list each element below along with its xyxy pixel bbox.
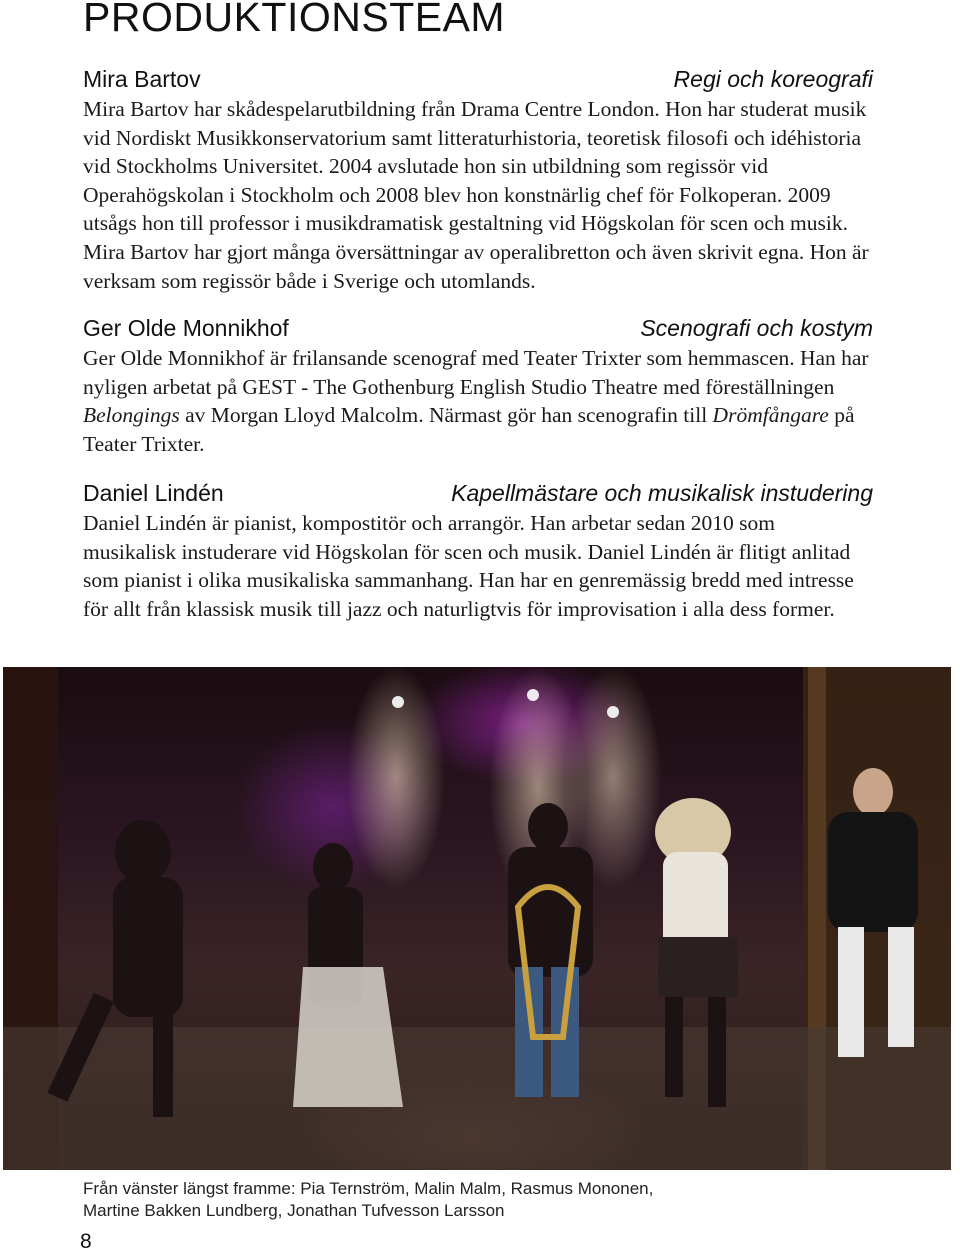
person-bio: Mira Bartov har skådespelarutbildning från Drama Centre London. Hon har studerat musik vid Nordiskt Musikkonservatorium samt litteraturhistoria, teoretisk filosofi och idéhistoria vid Stockholms Universitet. 2004 avslutade hon sin utbildning som regissör vid Operahögskolan i Stockholm och 2008 blev hon konstnärlig chef för Folkoperan. 2009 utsågs hon till professor i musikdramatisk gestaltning vid Högskolan för scen och musik. Mira Bartov har gjort många översättningar av operalibretton och även skrivit egna. Hon är verksam som regissör både i Sverige och utomlands. (83, 97, 869, 293)
bio-text: av Morgan Lloyd Malcolm. Närmast gör han scenografin till (179, 403, 713, 428)
page-number: 8 (80, 1230, 92, 1253)
stage-photo (3, 667, 951, 1170)
person-bio: Daniel Lindén är pianist, kompostitör och arrangör. Han arbetar sedan 2010 som musikalisk instuderare vid Högskolan för scen och musik. Daniel Lindén är flitigt anlitad som pianist i olika musikaliska sammanhang. Han har en genremässig bredd med intresse för allt från klassisk musik till jazz och naturligtvis för improvisation i alla dess former. (83, 511, 854, 621)
photo-caption (83, 1178, 653, 1222)
stage-scene-illustration (3, 667, 951, 1170)
person-header (83, 315, 873, 342)
person-role: Regi och koreografi (673, 66, 873, 92)
person-role: Scenografi och kostym (640, 315, 873, 341)
page-title: PRODUKTIONSTEAM (83, 0, 506, 40)
person-mira-bartov (83, 66, 873, 295)
person-bio (83, 344, 873, 458)
production-title-belongings: Belongings (83, 403, 180, 428)
caption-line: Från vänster längst framme: Pia Ternström, Malin Malm, Rasmus Mononen, (83, 1179, 654, 1198)
person-daniel-linden (83, 480, 873, 623)
production-title-dromfangare: Drömfångare (712, 403, 829, 428)
bio-text: Ger Olde Monnikhof är frilansande scenograf med Teater Trixter som hemmascen. Han har nyligen arbetat på GEST - The Gothenburg English Studio Theatre med föreställningen (83, 346, 869, 399)
person-name: Daniel Lindén (83, 480, 224, 506)
person-name: Ger Olde Monnikhof (83, 315, 289, 341)
person-header (83, 66, 873, 93)
person-name: Mira Bartov (83, 66, 201, 92)
person-header (83, 480, 873, 507)
caption-line: Martine Bakken Lundberg, Jonathan Tufvesson Larsson (83, 1201, 505, 1220)
person-ger-olde-monnikhof (83, 315, 873, 458)
person-role: Kapellmästare och musikalisk instudering (451, 480, 873, 506)
bio-text: på Teater Trixter. (83, 403, 855, 456)
